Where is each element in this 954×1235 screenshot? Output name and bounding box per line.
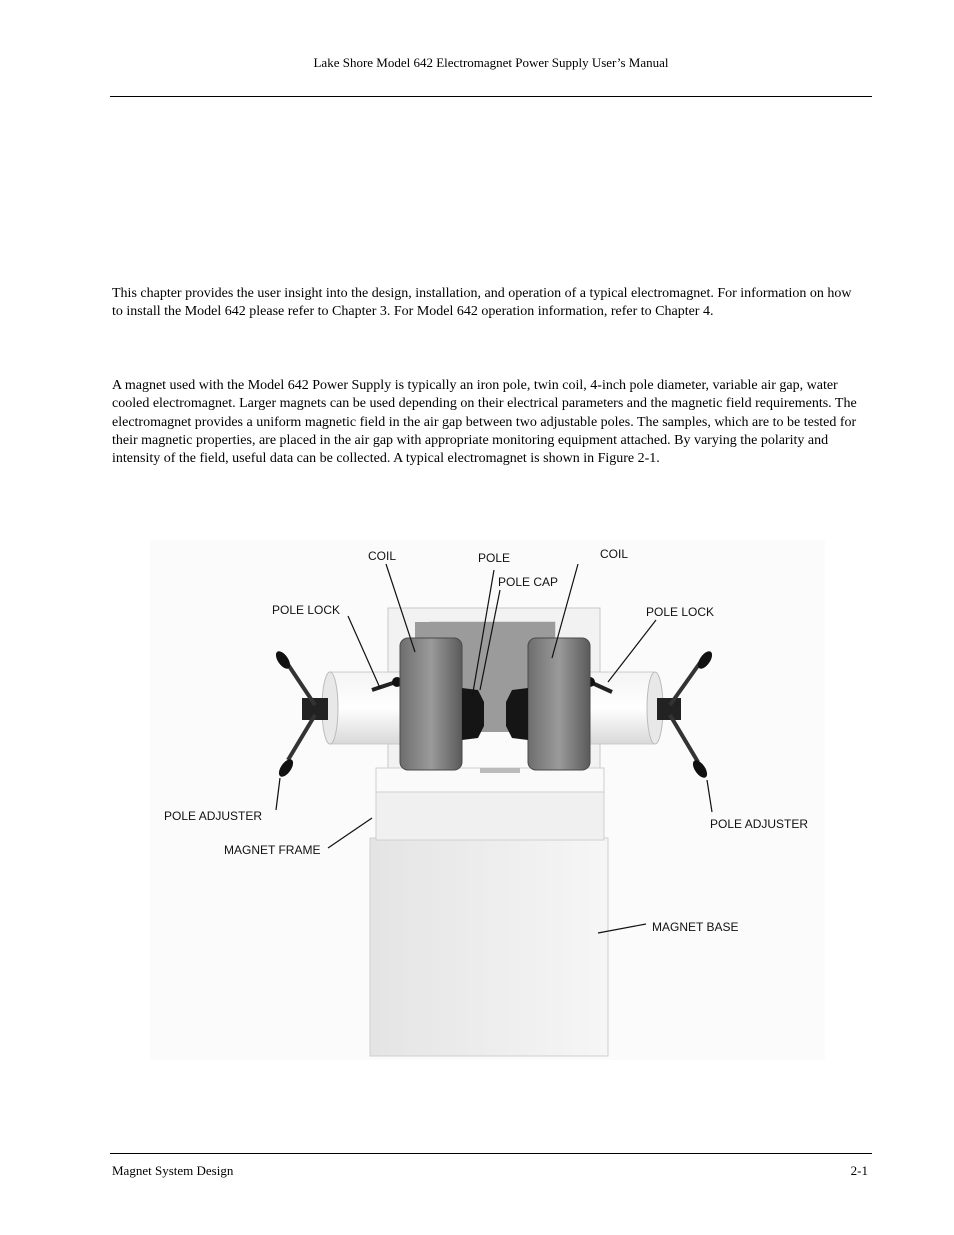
right-pole-cap xyxy=(506,688,528,740)
right-coil xyxy=(528,638,590,770)
label-pole-lock-right: POLE LOCK xyxy=(646,605,715,619)
left-coil xyxy=(400,638,462,770)
label-pole-adjuster-left: POLE ADJUSTER xyxy=(164,809,263,823)
label-coil-left: COIL xyxy=(368,549,397,563)
manual-title: Lake Shore Model 642 Electromagnet Power Supply User’s Manual xyxy=(313,55,669,70)
page-number: 2-1 xyxy=(850,1163,868,1178)
label-magnet-frame: MAGNET FRAME xyxy=(224,843,321,857)
label-pole-cap: POLE CAP xyxy=(498,575,559,589)
magnet-base-shape xyxy=(370,838,608,1056)
logo-plate xyxy=(480,768,520,773)
label-coil-right: COIL xyxy=(600,547,629,561)
footer-rule xyxy=(110,1153,872,1154)
label-pole-adjuster-right: POLE ADJUSTER xyxy=(710,817,809,831)
electromagnet-figure xyxy=(150,540,825,1060)
left-pole-cap xyxy=(462,688,484,740)
intro-paragraph: This chapter provides the user insight into the design, installation, and operation of a typical electromagnet. For information on how to install the Model 642 please refer to Chapter 3. For Model 642 operation information, refer to Chapter 4. xyxy=(112,286,852,320)
magnet-frame-lower xyxy=(376,790,604,840)
magnet-paragraph: A magnet used with the Model 642 Power Supply is typically an iron pole, twin coil, 4-inch pole diameter, variable air gap, water cooled electromagnet. Larger magnets can be used depending on their electrical parameters and the magnetic field requirements. The electromagnet provides a uniform magnetic field in the air gap between two adjustable poles. The samples, which are to be tested for their magnetic properties, are placed in the air gap with appropriate monitoring equipment attached. By varying the polarity and intensity of the field, useful data can be collected. A typical electromagnet is shown in Figure 2-1. xyxy=(112,378,857,467)
label-pole-lock-left: POLE LOCK xyxy=(272,603,341,617)
header-rule xyxy=(110,96,872,97)
footer-section-title: Magnet System Design xyxy=(112,1163,234,1178)
label-magnet-base: MAGNET BASE xyxy=(652,920,739,934)
label-pole: POLE xyxy=(478,551,511,565)
